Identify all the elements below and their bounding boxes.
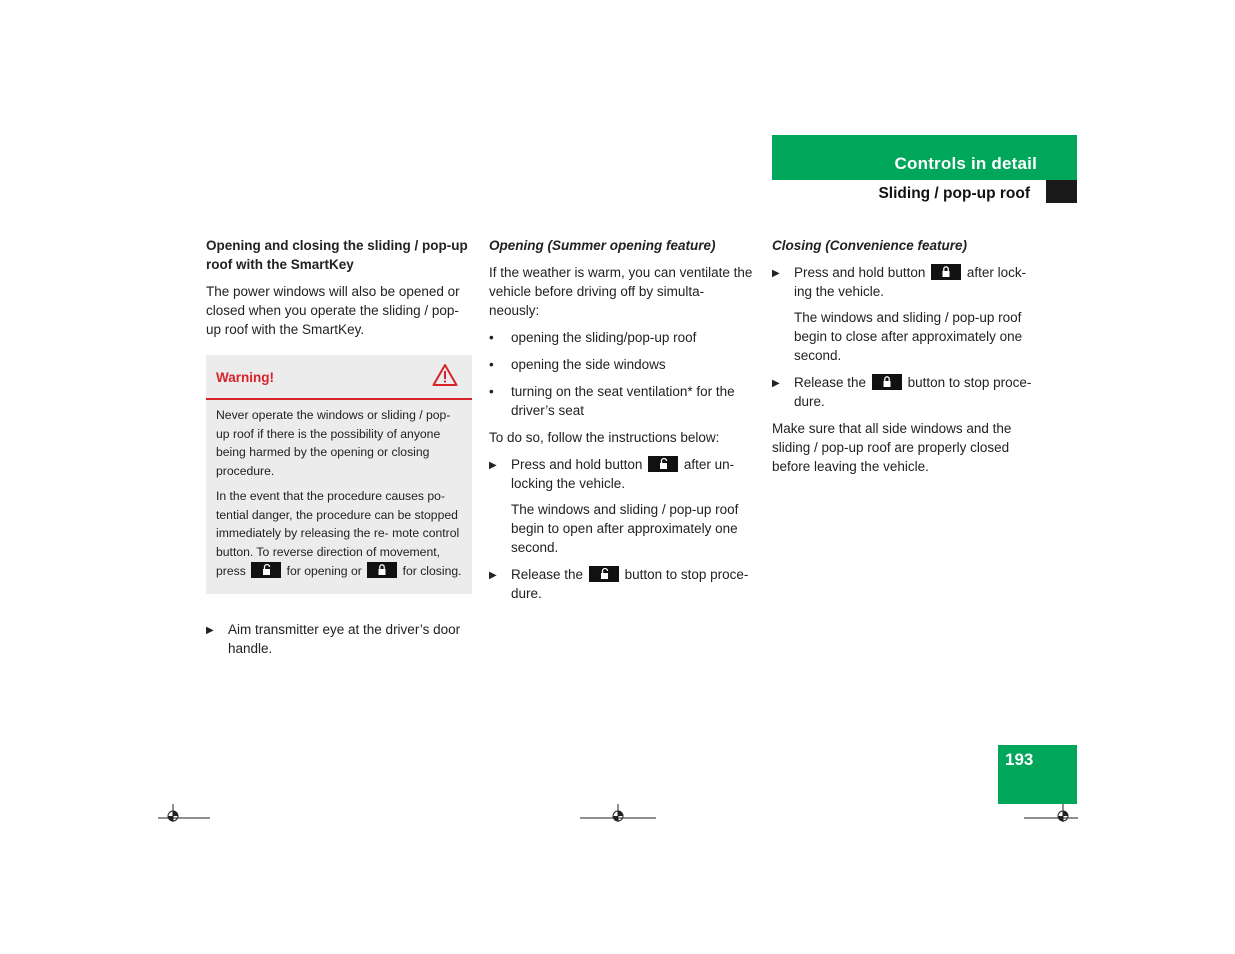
unlock-key-icon (648, 456, 678, 472)
col3-step1-start: Press and hold button (794, 265, 926, 280)
col2-step-2 (489, 565, 755, 603)
header-tab-marker (1046, 180, 1077, 203)
col3-step-2 (772, 373, 1038, 411)
col2-note: The windows and sliding / pop-up roof begin to open after approximately one second. (511, 502, 739, 555)
lock-key-icon (872, 374, 902, 390)
col2-step1-start: Press and hold button (511, 457, 643, 472)
warning-text-start: In the event that the procedure causes po- tential danger, the procedure can be stopped immediately by releasing the re- mote control button. To reverse direction of movement, press (216, 488, 460, 578)
crop-mark-icon (1022, 802, 1080, 824)
warning-box (206, 355, 472, 594)
subsection-header (772, 180, 1038, 203)
col1-step (206, 620, 472, 658)
col3-step2-end: button to stop proce- dure. (794, 375, 1032, 409)
crop-mark-icon (578, 802, 658, 824)
col2-intro: If the weather is warm, you can ventilate the vehicle before driving off by simulta- neously: (489, 265, 753, 318)
list-item: • opening the side windows (489, 355, 755, 374)
page-number: 193 (1005, 750, 1034, 769)
column-2 (489, 236, 755, 610)
warning-header (206, 355, 472, 400)
col2-bullet-list (489, 328, 755, 420)
list-item: • turning on the seat ventilation* for the driver’s seat (489, 382, 755, 420)
col3-closing: Make sure that all side windows and the sliding / pop-up roof are properly closed before leaving the vehicle. (772, 421, 1012, 474)
warning-body (206, 400, 472, 594)
warning-triangle-icon (432, 363, 458, 387)
page-number-block (998, 745, 1077, 804)
col1-heading: Opening and closing the sliding / pop-up roof with the SmartKey (206, 238, 468, 272)
col3-step1-end: after lock- ing the vehicle. (794, 265, 1027, 299)
warning-text-mid: for opening or (286, 563, 362, 578)
step-arrow-icon: ▶ (206, 625, 214, 637)
warning-title: Warning! (216, 370, 274, 385)
col3-step2-start: Release the (794, 375, 867, 390)
col1-intro: The power windows will also be opened or closed when you operate the sliding / pop-up roof with the SmartKey. (206, 284, 460, 337)
col2-step1-end: after un- locking the vehicle. (511, 457, 735, 491)
warning-paragraph-2 (216, 487, 462, 581)
col3-heading: Closing (Convenience feature) (772, 238, 968, 253)
col2-step-1 (489, 455, 755, 493)
col3-step-1 (772, 263, 1038, 301)
col2-step2-end: button to stop proce- dure. (511, 567, 749, 601)
unlock-key-icon (589, 566, 619, 582)
lock-key-icon (367, 562, 397, 578)
unlock-key-icon (251, 562, 281, 578)
lock-key-icon (931, 264, 961, 280)
step-arrow-icon: ▶ (772, 268, 780, 279)
col3-note: The windows and sliding / pop-up roof begin to close after approximately one second. (794, 310, 1023, 363)
step-arrow-icon: ▶ (489, 570, 497, 581)
subsection-title: Sliding / pop-up roof (878, 185, 1030, 202)
crop-mark-icon (156, 802, 212, 824)
warning-paragraph-1: Never operate the windows or sliding / pop-up roof if there is the possibility of anyone being harmed by the opening or closing procedure. (216, 408, 451, 479)
step-arrow-icon: ▶ (772, 378, 780, 389)
warning-text-end: for closing. (402, 563, 462, 578)
col1-step-text: Aim transmitter eye at the driver’s door handle. (228, 622, 461, 657)
column-3 (772, 236, 1038, 484)
col2-step2-start: Release the (511, 567, 584, 582)
list-item: • opening the sliding/pop-up roof (489, 328, 755, 347)
section-header-bar (772, 135, 1077, 180)
col2-instructions: To do so, follow the instructions below: (489, 430, 720, 445)
col2-heading: Opening (Summer opening feature) (489, 238, 716, 253)
column-1 (206, 236, 472, 665)
section-title: Controls in detail (894, 154, 1037, 173)
step-arrow-icon: ▶ (489, 460, 497, 471)
